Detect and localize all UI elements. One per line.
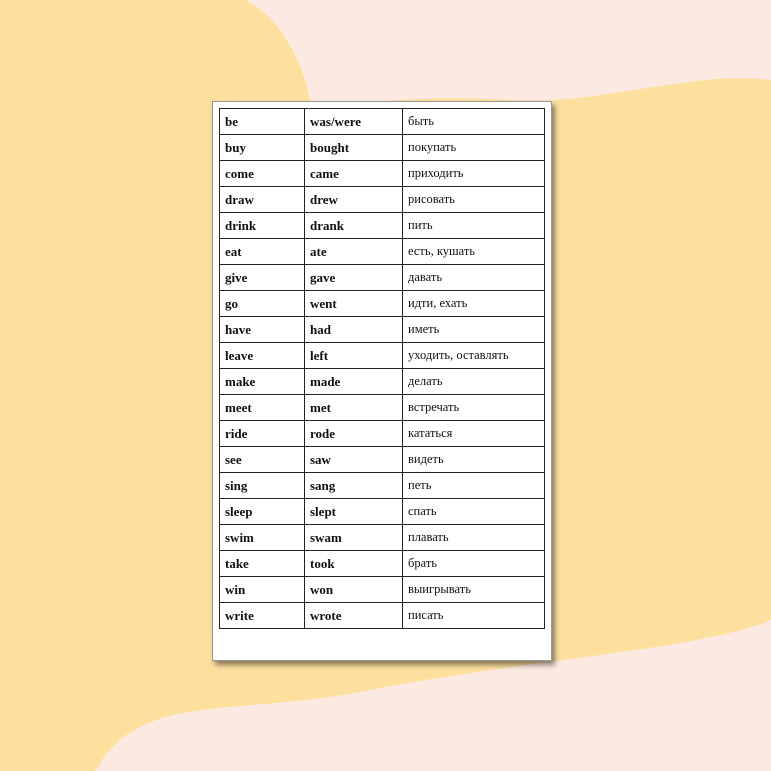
table-row [220,421,545,447]
translation-cell: писать [403,603,545,629]
table-row [220,291,545,317]
base-form-cell: meet [220,395,305,421]
translation-cell: уходить, оставлять [403,343,545,369]
table-row [220,343,545,369]
base-form-cell: go [220,291,305,317]
past-form-cell: went [305,291,403,317]
translation-cell: встречать [403,395,545,421]
table-row [220,473,545,499]
past-form-cell: drew [305,187,403,213]
base-form-cell: drink [220,213,305,239]
irregular-verbs-table [219,108,545,629]
past-form-cell: saw [305,447,403,473]
translation-cell: кататься [403,421,545,447]
past-form-cell: rode [305,421,403,447]
past-form-cell: left [305,343,403,369]
base-form-cell: leave [220,343,305,369]
base-form-cell: ride [220,421,305,447]
table-row [220,525,545,551]
translation-cell: спать [403,499,545,525]
base-form-cell: make [220,369,305,395]
table-row [220,213,545,239]
translation-cell: быть [403,109,545,135]
translation-cell: рисовать [403,187,545,213]
base-form-cell: eat [220,239,305,265]
translation-cell: делать [403,369,545,395]
table-row [220,187,545,213]
translation-cell: идти, ехать [403,291,545,317]
table-row [220,239,545,265]
table-row [220,551,545,577]
table-row [220,447,545,473]
base-form-cell: come [220,161,305,187]
translation-cell: плавать [403,525,545,551]
past-form-cell: took [305,551,403,577]
verb-sheet [212,101,552,661]
table-row [220,603,545,629]
translation-cell: приходить [403,161,545,187]
table-row [220,109,545,135]
translation-cell: петь [403,473,545,499]
translation-cell: иметь [403,317,545,343]
past-form-cell: slept [305,499,403,525]
translation-cell: есть, кушать [403,239,545,265]
table-row [220,161,545,187]
base-form-cell: write [220,603,305,629]
translation-cell: давать [403,265,545,291]
base-form-cell: see [220,447,305,473]
translation-cell: видеть [403,447,545,473]
past-form-cell: met [305,395,403,421]
translation-cell: брать [403,551,545,577]
base-form-cell: have [220,317,305,343]
verb-table-body [220,109,545,629]
table-row [220,135,545,161]
base-form-cell: draw [220,187,305,213]
base-form-cell: take [220,551,305,577]
base-form-cell: sing [220,473,305,499]
translation-cell: пить [403,213,545,239]
past-form-cell: wrote [305,603,403,629]
past-form-cell: won [305,577,403,603]
past-form-cell: ate [305,239,403,265]
base-form-cell: buy [220,135,305,161]
table-row [220,577,545,603]
translation-cell: выигрывать [403,577,545,603]
past-form-cell: drank [305,213,403,239]
past-form-cell: gave [305,265,403,291]
base-form-cell: swim [220,525,305,551]
table-row [220,265,545,291]
past-form-cell: made [305,369,403,395]
past-form-cell: bought [305,135,403,161]
past-form-cell: swam [305,525,403,551]
base-form-cell: win [220,577,305,603]
translation-cell: покупать [403,135,545,161]
base-form-cell: be [220,109,305,135]
table-row [220,369,545,395]
base-form-cell: give [220,265,305,291]
table-row [220,499,545,525]
table-row [220,395,545,421]
past-form-cell: came [305,161,403,187]
past-form-cell: was/were [305,109,403,135]
past-form-cell: had [305,317,403,343]
past-form-cell: sang [305,473,403,499]
table-row [220,317,545,343]
base-form-cell: sleep [220,499,305,525]
